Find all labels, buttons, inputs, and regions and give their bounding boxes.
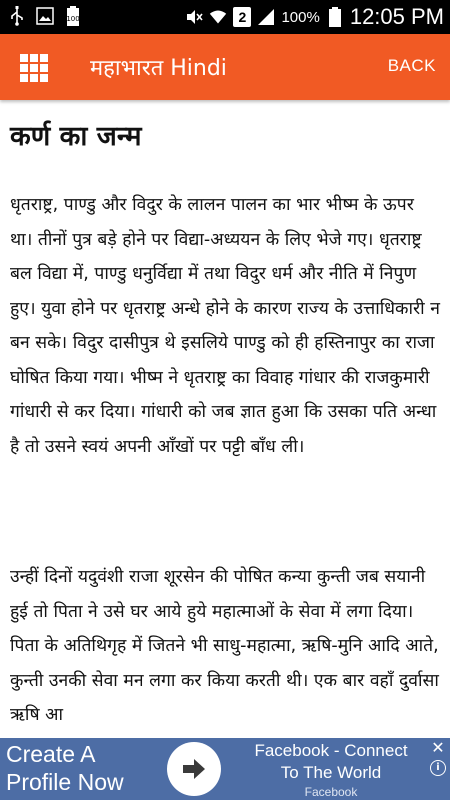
ad-sponsor: Facebook (304, 785, 358, 799)
close-icon[interactable]: ✕ (431, 738, 445, 757)
clock: 12:05 PM (349, 4, 444, 29)
ad-banner[interactable] (0, 738, 450, 800)
status-right (185, 0, 444, 34)
app-bar (0, 34, 450, 100)
arrow-right-icon[interactable] (167, 742, 221, 796)
status-bar (0, 0, 450, 34)
image-icon (36, 6, 54, 26)
svg-text:100: 100 (66, 15, 80, 23)
ad-cta-line2: To The World (280, 763, 382, 782)
ad-cta[interactable] (236, 738, 426, 800)
info-icon[interactable]: i (430, 760, 446, 776)
ad-cta-line1: Facebook - Connect (254, 741, 408, 760)
app-title: महाभारत Hindi (90, 56, 227, 81)
menu-grid-icon[interactable] (20, 54, 48, 82)
signal-icon (257, 7, 275, 27)
mute-icon (185, 7, 203, 27)
battery-icon (326, 7, 344, 27)
article-paragraph-1: धृतराष्ट्र, पाण्डु और विदुर के लालन पालन का भार भीष्म के ऊपर था। तीनों पुत्र बड़े होने पर विद्या-अध्ययन के लिए भेजे गए। धृतराष्ट्र बल विद्या में, पाण्डु धनुर्विद्या में तथा विदुर धर्म और नीति में निपुण हुए। युवा होने पर धृतराष्ट्र अन्धे होने के कारण राज्य के उत्ताधिकारी न बन सके। विदुर दासीपुत्र थे इसलिये पाण्डु को ही हस्तिनापुर का राजा घोषित किया गया। भीष्म ने धृतराष्ट्र का विवाह गांधार की राजकुमारी गांधारी से कर दिया। गांधारी को जब ज्ञात हुआ कि उसका पति अन्धा है तो उसने स्वयं अपनी आँखों पर पट्टी बाँध ली। (10, 195, 440, 457)
sim-badge: 2 (233, 7, 251, 27)
wifi-icon (209, 7, 227, 27)
status-left-icons (8, 6, 82, 26)
ad-headline[interactable]: Create A Profile Now (6, 741, 124, 795)
article-heading: कर्ण का जन्म (10, 121, 142, 152)
usb-icon (8, 6, 26, 26)
battery-full-icon (64, 6, 82, 26)
article-content[interactable] (0, 100, 450, 738)
article-paragraph-2: उन्हीं दिनों यदुवंशी राजा शूरसेन की पोषित कन्या कुन्ती जब सयानी हुई तो पिता ने उसे घर आये हुये महात्माओं के सेवा में लगा दिया। पिता के अतिथिगृह में जितने भी साधु-महात्मा, ऋषि-मुनि आदि आते, कुन्ती उनकी सेवा मन लगा कर किया करती थी। एक बार वहाँ दुर्वासा ऋषि आ (10, 567, 439, 725)
back-button[interactable]: BACK (387, 56, 436, 75)
battery-percent: 100% (281, 8, 320, 26)
